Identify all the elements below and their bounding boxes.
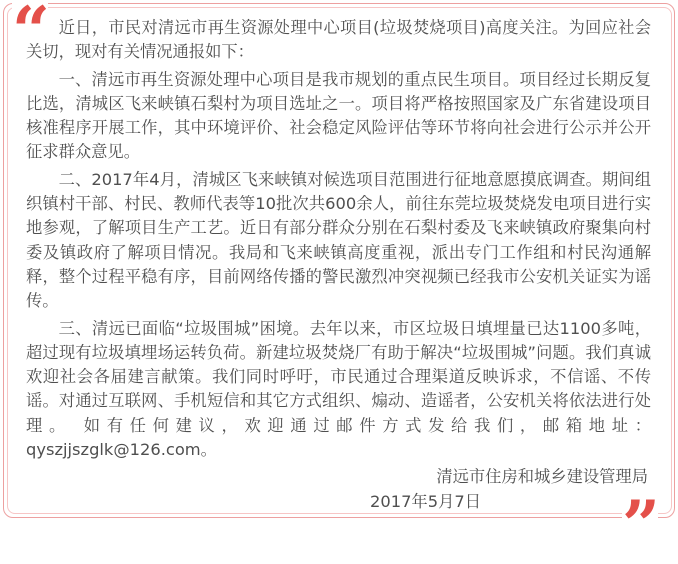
- paragraph-intro: 近日，市民对清远市再生资源处理中心项目(垃圾焚烧项目)高度关注。为回应社会关切，现对有关情况通报如下：: [26, 18, 651, 62]
- paragraph-section-3: 三、清远已面临“垃圾围城”困境。去年以来，市区垃圾日填埋量已达1100多吨，超过现有垃圾填埋场运转负荷。新建垃圾焚烧厂有助于解决“垃圾围城”问题。我们真诚欢迎社会各届建言献策。我们同时呼吁，市民通过合理渠道反映诉求，不信谣、不传谣。对通过互联网、手机短信和其它方式组织、煽动、造谣者，公安机关将依法进行处理。 如有任何建议，欢迎通过邮件方式发给我们，邮箱地址：qyszjjszglk@126.com。: [26, 318, 651, 460]
- paragraph-section-1: 一、清远市再生资源处理中心项目是我市规划的重点民生项目。项目经过长期反复比选，清城区飞来峡镇石梨村为项目选址之一。项目将严格按照国家及广东省建设项目核准程序开展工作，其中环境评价、社会稳定风险评估等环节将向社会进行公示并公开征求群众意见。: [26, 69, 651, 162]
- notice-body: [26, 16, 651, 514]
- signature-date: 2017年5月7日: [370, 491, 481, 511]
- open-quote-icon: [12, 0, 48, 70]
- signature-issuer: 清远市住房和城乡建设管理局: [436, 467, 648, 487]
- close-quote-icon: [622, 486, 658, 564]
- paragraph-section-2: 二、2017年4月，清城区飞来峡镇对候选项目范围进行征地意愿摸底调查。期间组织镇村干部、村民、教师代表等10批次共600余人，前往东莞垃圾焚烧发电项目进行实地参观，了解项目生产工艺。近日有部分群众分别在石梨村委及飞来峡镇政府聚集向村委及镇政府了解项目情况。我局和飞来峡镇高度重视，派出专门工作组和村民沟通解释，整个过程平稳有序，目前网络传播的警民激烈冲突视频已经我市公安机关证实为谣传。: [26, 169, 651, 311]
- open-quote-glyph: “: [12, 0, 48, 70]
- close-quote-glyph: ”: [622, 486, 658, 564]
